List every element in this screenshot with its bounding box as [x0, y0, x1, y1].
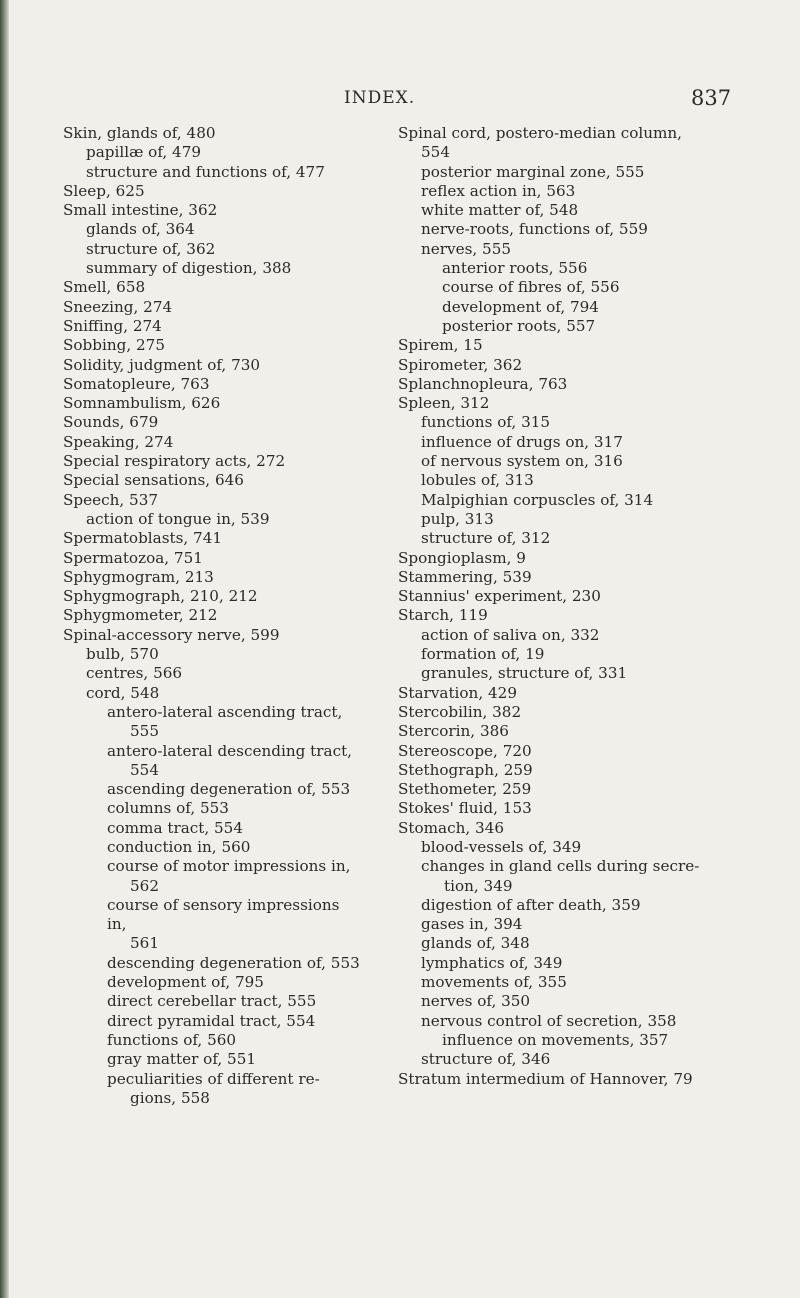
index-entry: Stokes' fluid, 153 — [398, 799, 532, 818]
index-entry: structure of, 362 — [86, 239, 216, 258]
index-entry: lymphatics of, 349 — [421, 953, 563, 972]
index-entry: influence of drugs on, 317 — [421, 432, 623, 451]
index-entry: Spinal-accessory nerve, 599 — [63, 625, 280, 644]
index-entry: Speaking, 274 — [63, 432, 174, 451]
index-entry: Stannius' experiment, 230 — [398, 587, 601, 606]
index-entry: Special respiratory acts, 272 — [63, 452, 286, 471]
index-entry: glands of, 364 — [86, 220, 195, 239]
index-entry: posterior marginal zone, 555 — [421, 162, 645, 181]
index-entry: nerves, 555 — [421, 239, 512, 258]
index-entry: Special sensations, 646 — [63, 471, 244, 490]
index-entry: antero-lateral ascending tract, — [107, 702, 343, 721]
index-entry: gases in, 394 — [421, 915, 523, 934]
index-entry: course of fibres of, 556 — [442, 278, 620, 297]
index-entry: digestion of after death, 359 — [421, 895, 641, 914]
index-entry: Spongioplasm, 9 — [398, 548, 526, 567]
index-entry: Stratum intermedium of Hannover, 79 — [398, 1069, 693, 1088]
index-entry: Sphygmograph, 210, 212 — [63, 587, 258, 606]
index-entry: development of, 795 — [107, 973, 264, 992]
index-entry: Stammering, 539 — [398, 567, 532, 586]
index-entry: course of sensory impressions in, — [107, 895, 340, 934]
index-entry: Spermatoblasts, 741 — [63, 529, 223, 548]
index-entry-continuation: 554 — [421, 143, 450, 162]
index-entry: action of saliva on, 332 — [421, 625, 600, 644]
index-entry: columns of, 553 — [107, 799, 229, 818]
index-entry: nerves of, 350 — [421, 992, 531, 1011]
index-entry-continuation: 554 — [130, 760, 159, 779]
index-entry: action of tongue in, 539 — [86, 509, 270, 528]
index-entry: Sobbing, 275 — [63, 336, 165, 355]
index-entry: antero-lateral descending tract, — [107, 741, 353, 760]
index-entry: Stereoscope, 720 — [398, 741, 532, 760]
index-entry: Sniffing, 274 — [63, 316, 162, 335]
index-entry-continuation: 562 — [130, 876, 159, 895]
index-entry: Stomach, 346 — [398, 818, 505, 837]
index-entry: Stethometer, 259 — [398, 780, 532, 799]
index-entry: nervous control of secretion, 358 — [421, 1011, 677, 1030]
index-entry: lobules of, 313 — [421, 471, 534, 490]
index-entry: Speech, 537 — [63, 490, 159, 509]
index-entry: influence on movements, 357 — [442, 1030, 669, 1049]
index-entry-continuation: 555 — [130, 722, 159, 741]
index-entry: gray matter of, 551 — [107, 1050, 257, 1069]
index-entry: functions of, 560 — [107, 1030, 237, 1049]
index-entry: Somnambulism, 626 — [63, 394, 221, 413]
index-entry: nerve-roots, functions of, 559 — [421, 220, 648, 239]
index-entry: Spinal cord, postero-median column, — [398, 124, 683, 142]
index-entry: Splanchnopleura, 763 — [398, 374, 568, 393]
index-entry: of nervous system on, 316 — [421, 452, 623, 471]
index-entry: summary of digestion, 388 — [86, 259, 292, 278]
index-entry: Sphygmogram, 213 — [63, 567, 214, 586]
index-entry-continuation: gions, 558 — [130, 1088, 210, 1107]
index-entry: pulp, 313 — [421, 509, 494, 528]
index-entry: Spirometer, 362 — [398, 355, 523, 374]
index-entry: glands of, 348 — [421, 934, 530, 953]
index-entry: Starvation, 429 — [398, 683, 517, 702]
index-entry: Skin, glands of, 480 — [63, 124, 216, 142]
index-entry: cord, 548 — [86, 683, 160, 702]
index-entry: movements of, 355 — [421, 973, 567, 992]
index-entry: Stercorin, 386 — [398, 722, 509, 741]
index-entry: Small intestine, 362 — [63, 201, 218, 220]
index-entry: Spirem, 15 — [398, 336, 483, 355]
page-number: 837 — [691, 86, 732, 110]
index-entry: white matter of, 548 — [421, 201, 579, 220]
index-entry: direct pyramidal tract, 554 — [107, 1011, 316, 1030]
index-entry: anterior roots, 556 — [442, 259, 588, 278]
index-entry: reflex action in, 563 — [421, 181, 576, 200]
index-entry: Spermatozoa, 751 — [63, 548, 203, 567]
index-entry: conduction in, 560 — [107, 837, 251, 856]
index-entry: bulb, 570 — [86, 645, 159, 664]
index-entry: structure of, 312 — [421, 529, 551, 548]
index-entry: Sleep, 625 — [63, 181, 145, 200]
index-entry: formation of, 19 — [421, 645, 545, 664]
index-entry: descending degeneration of, 553 — [107, 953, 360, 972]
index-entry: Stethograph, 259 — [398, 760, 533, 779]
index-entry: Spleen, 312 — [398, 394, 490, 413]
index-entry: posterior roots, 557 — [442, 316, 596, 335]
index-entry: Sphygmometer, 212 — [63, 606, 218, 625]
index-entry-continuation: tion, 349 — [444, 876, 513, 895]
index-entry: Stercobilin, 382 — [398, 702, 522, 721]
index-entry: changes in gland cells during secre- — [421, 857, 700, 876]
index-entry: peculiarities of different re- — [107, 1069, 320, 1088]
index-entry: papillæ of, 479 — [86, 143, 202, 162]
index-entry: ascending degeneration of, 553 — [107, 780, 351, 799]
index-entry: functions of, 315 — [421, 413, 551, 432]
index-entry: structure of, 346 — [421, 1050, 551, 1069]
index-entry: Somatopleure, 763 — [63, 374, 210, 393]
index-entry: direct cerebellar tract, 555 — [107, 992, 317, 1011]
index-entry: course of motor impressions in, — [107, 857, 351, 876]
index-entry: Sounds, 679 — [63, 413, 159, 432]
index-column-right — [398, 124, 741, 1089]
index-entry: Smell, 658 — [63, 278, 146, 297]
index-entry: granules, structure of, 331 — [421, 664, 628, 683]
page-title: INDEX. — [344, 88, 416, 108]
index-entry: blood-vessels of, 349 — [421, 837, 582, 856]
index-column-left — [63, 124, 361, 1108]
index-entry: Solidity, judgment of, 730 — [63, 355, 261, 374]
page-edge-shadow — [0, 0, 9, 1298]
index-entry: Malpighian corpuscles of, 314 — [421, 490, 654, 509]
index-entry: centres, 566 — [86, 664, 183, 683]
index-entry: structure and functions of, 477 — [86, 162, 325, 181]
index-entry-continuation: 561 — [130, 934, 159, 953]
index-entry: Sneezing, 274 — [63, 297, 173, 316]
index-entry: development of, 794 — [442, 297, 599, 316]
index-entry: Starch, 119 — [398, 606, 488, 625]
index-entry: comma tract, 554 — [107, 818, 244, 837]
